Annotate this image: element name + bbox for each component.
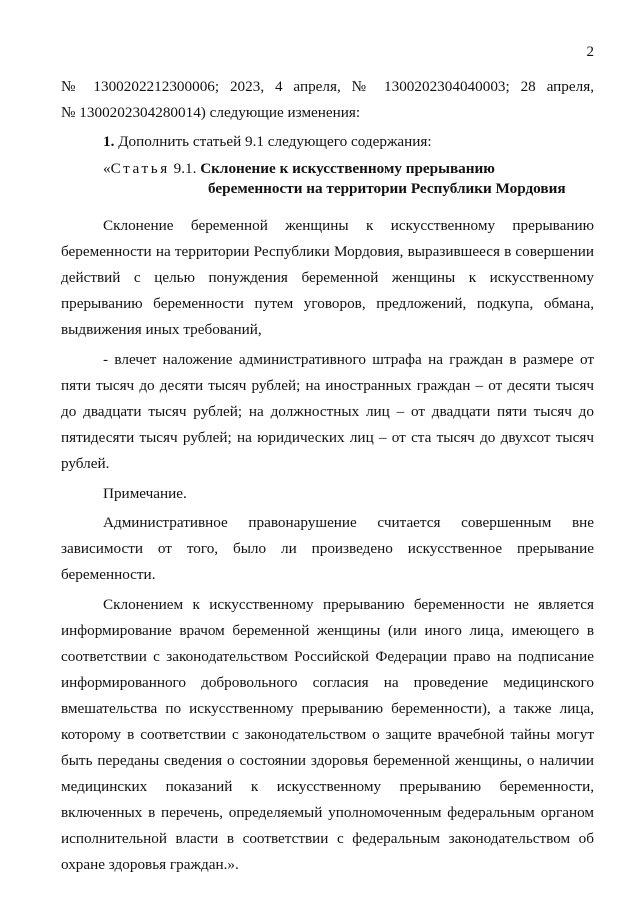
note-paragraph-2: Склонением к искусственному прерыванию беременности не является информирование врачом беременной женщины (или иного лица, имеющего в соответствии с законодательством Российской Федерации право на подписание информированного добровольного согласия на проведение медицинского вмешательства по искусственному прерыванию беременности), а также лица, которому в соответствии с законодательством о защите врачебной тайны могут быть переданы сведения о состоянии здоровья беременной женщины, о наличии медицинских показаний к искусственному прерыванию беременности, включенных в перечень, определяемый уполномоченным федеральным органом исполнительной власти в соответствии с федеральным законодательством об охране здоровья граждан.».: [61, 596, 594, 873]
article-number: 9.1.: [169, 160, 201, 177]
page-number: 2: [586, 44, 594, 60]
article-title-line-2: беременности на территории Республики Мордовия: [208, 180, 566, 197]
article-title-line-1: Склонение к искусственному прерыванию: [200, 160, 495, 177]
article-heading: [61, 159, 594, 199]
intro-line-2: № 1300202304280014) следующие изменения:: [61, 104, 361, 121]
note-label: Примечание.: [103, 485, 187, 502]
document-body: [61, 74, 594, 878]
article-disposition: Склонение беременной женщины к искусственному прерыванию беременности на территории Республики Мордовия, выразившееся в совершении действий с целью понуждения беременной женщины к искусственному прерыванию беременности путем уговоров, предложений, подкупа, обмана, выдвижения иных требований,: [61, 217, 594, 338]
note-paragraph-1: Административное правонарушение считается совершенным вне зависимости от того, было ли произведено искусственное прерывание беременности.: [61, 514, 594, 583]
intro-line-1: № 1300202212300006; 2023, 4 апреля, № 1300202304040003; 28 апреля,: [61, 78, 594, 95]
article-prefix: «: [103, 160, 111, 177]
item-number: 1.: [103, 133, 115, 150]
article-sanction: - влечет наложение административного штрафа на граждан в размере от пяти тысяч до десяти тысяч рублей; на иностранных граждан – от десяти тысяч до двадцати тысяч рублей; на должностных лиц – от двадцати пяти тысяч до пятидесяти тысяч рублей; на юридических лиц – от ста тысяч до двухсот тысяч рублей.: [61, 351, 594, 472]
amendment-item-1: [61, 129, 594, 155]
article-word: Статья: [110, 160, 170, 177]
item-text: Дополнить статьей 9.1 следующего содержания:: [114, 133, 432, 150]
